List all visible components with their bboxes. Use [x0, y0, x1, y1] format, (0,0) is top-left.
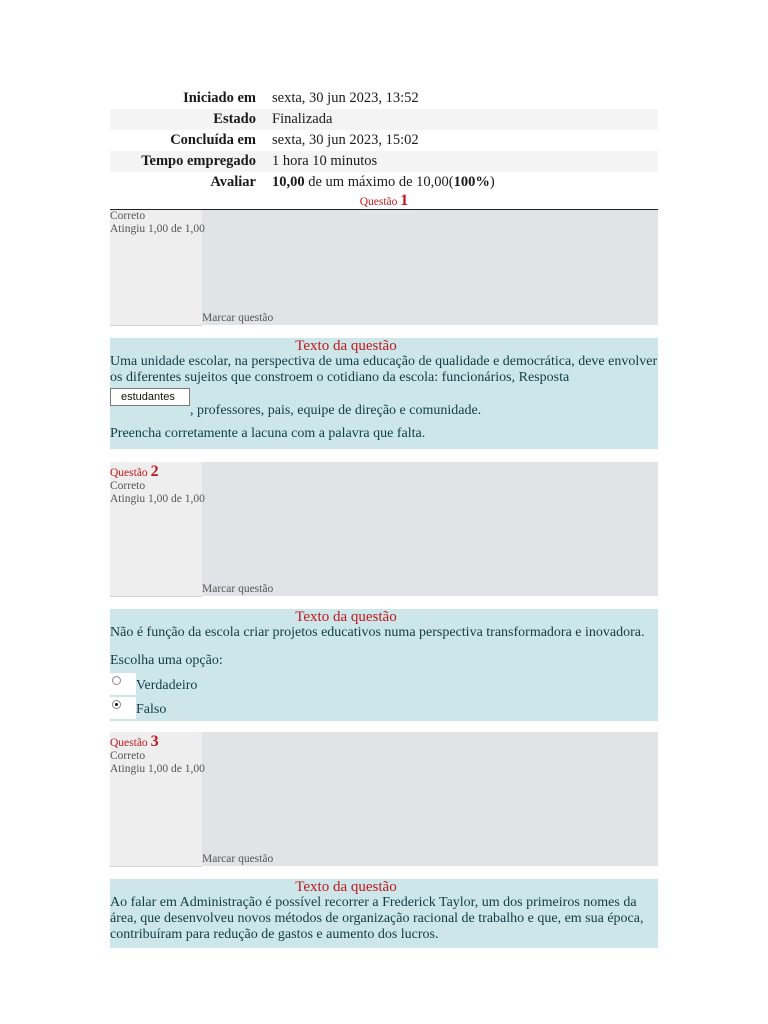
question-2-content — [110, 609, 658, 721]
summary-value: sexta, 30 jun 2023, 13:52 — [272, 90, 419, 106]
option-label: Falso — [136, 702, 167, 717]
question-grade: Atingiu 1,00 de 1,00 — [110, 492, 205, 505]
option-label: Verdadeiro — [136, 678, 198, 693]
question-1-title: Questão 1 — [359, 192, 409, 209]
radio-checked-icon[interactable] — [112, 700, 121, 709]
grade-close: ) — [489, 174, 495, 190]
question-3-content — [110, 879, 658, 948]
question-2-text: Não é função da escola criar projetos educativos numa perspectiva transformadora e inovadora. — [110, 625, 645, 640]
summary-label: Iniciado em — [183, 90, 256, 106]
grade-percent: 100% — [453, 174, 490, 190]
question-number: 3 — [150, 733, 159, 750]
grade-score: 10,00 — [272, 174, 305, 190]
question-text-heading: Texto da questão — [295, 338, 397, 354]
answer-label: Resposta — [518, 370, 570, 385]
question-text-heading: Texto da questão — [295, 609, 397, 625]
question-2-title: Questão 2 — [110, 463, 159, 480]
question-1-text: Uma unidade escolar, na perspectiva de uma educação de qualidade e democrática, deve envolver os diferentes sujeitos que constroem o cotidiano da escola: funcionários, Resposta — [110, 354, 658, 385]
question-3-text: Ao falar em Administração é possível recorrer a Frederick Taylor, um dos primeiros nomes da área, que desenvolveu novos métodos de organização racional de trabalho e que, em sua época, contribuíram para redução de gastos e aumento dos lucros. — [110, 895, 644, 942]
summary-row-time-taken — [110, 151, 658, 172]
flag-question-link[interactable]: Marcar questão — [202, 312, 274, 324]
summary-value: 1 hora 10 minutos — [272, 151, 658, 172]
question-info-panel — [110, 210, 205, 326]
question-number: 2 — [150, 463, 159, 480]
answer-prompt: Escolha uma opção: — [110, 653, 223, 668]
question-text-heading: Texto da questão — [295, 879, 397, 895]
radio-unchecked-icon[interactable] — [112, 676, 121, 685]
question-info-panel — [110, 732, 205, 867]
question-grade: Atingiu 1,00 de 1,00 — [110, 762, 205, 775]
grade-max: de um máximo de 10,00( — [304, 174, 454, 190]
question-status: Correto — [110, 480, 146, 492]
option-falso[interactable] — [110, 697, 658, 721]
summary-row-completed — [110, 130, 658, 151]
question-1-content — [110, 338, 658, 449]
summary-label: Estado — [110, 109, 272, 130]
question-grade: Atingiu 1,00 de 1,00 — [110, 222, 205, 235]
question-3-title: Questão 3 — [110, 733, 159, 750]
summary-row-state — [110, 109, 658, 130]
question-1-text-after: , professores, pais, equipe de direção e comunidade. — [190, 403, 482, 418]
summary-label: Concluída em — [170, 132, 256, 148]
quiz-review-page — [110, 88, 658, 948]
flag-question-link[interactable]: Marcar questão — [202, 583, 274, 595]
summary-value: sexta, 30 jun 2023, 15:02 — [272, 132, 419, 148]
question-3-info — [110, 732, 658, 866]
question-info-panel — [110, 462, 205, 597]
summary-value: Finalizada — [272, 109, 658, 130]
summary-label: Tempo empregado — [110, 151, 272, 172]
flag-question-link[interactable]: Marcar questão — [202, 853, 274, 865]
question-status: Correto — [110, 750, 146, 762]
question-number: 1 — [400, 192, 409, 209]
question-1-instruction: Preencha corretamente a lacuna com a palavra que falta. — [110, 426, 426, 441]
summary-row-grade — [110, 172, 658, 193]
attempt-summary-table — [110, 88, 658, 193]
option-verdadeiro[interactable] — [110, 673, 658, 697]
summary-row-started — [110, 88, 658, 109]
question-1-info — [110, 209, 658, 325]
answer-input[interactable] — [110, 388, 190, 406]
question-2-info — [110, 462, 658, 596]
grade-value — [272, 172, 658, 193]
summary-label: Avaliar — [210, 174, 256, 190]
question-status: Correto — [110, 210, 146, 222]
